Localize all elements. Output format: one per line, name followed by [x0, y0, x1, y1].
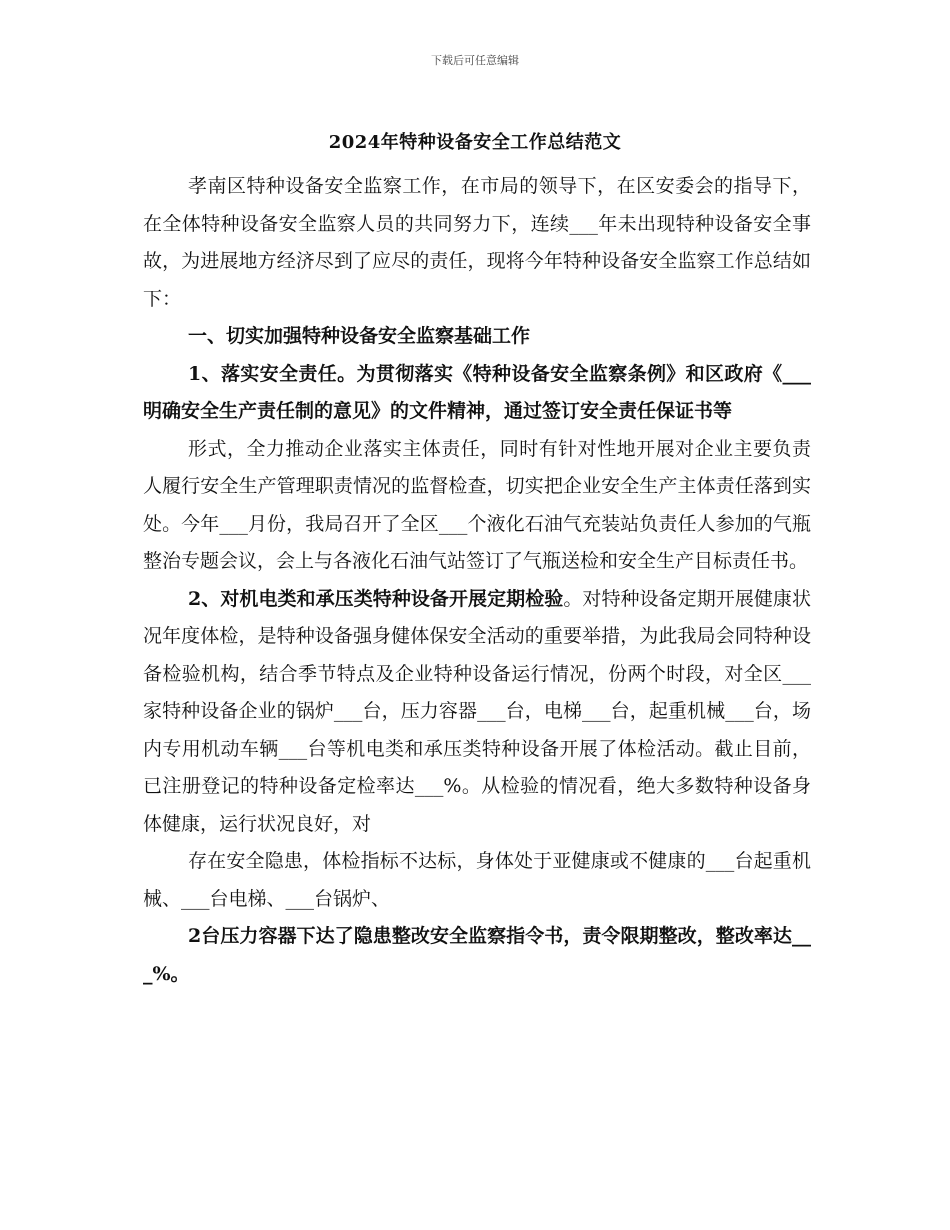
paragraph-responsibility: 1、落实安全责任。为贯彻落实《特种设备安全监察条例》和区政府《___明确安全生产责任制的意见》的文件精神，通过签订安全责任保证书等 — [143, 362, 811, 422]
paragraph-rectification: 2台压力容器下达了隐患整改安全监察指令书，责令限期整改，整改率达___%。 — [143, 925, 811, 985]
paragraph-inspection — [143, 581, 811, 844]
page-header-note: 下载后可任意编辑 — [431, 54, 519, 67]
paragraph-intro: 孝南区特种设备安全监察工作，在市局的领导下，在区安委会的指导下，在全体特种设备安全监察人员的共同努力下，连续___年未出现特种设备安全事故，为进展地方经济尽到了应尽的责任，现将今年特种设备安全监察工作总结如下： — [143, 175, 811, 310]
paragraph-responsibility-cont: 形式，全力推动企业落实主体责任，同时有针对性地开展对企业主要负责人履行安全生产管理职责情况的监督检查，切实把企业安全生产主体责任落到实处。今年___月份，我局召开了全区___个液化石油气充装站负责任人参加的气瓶整治专题会议，会上与各液化石油气站签订了气瓶送检和安全生产目标责任书。 — [143, 437, 811, 572]
paragraph-hazards: 存在安全隐患，体检指标不达标，身体处于亚健康或不健康的___台起重机械、___台电梯、___台锅炉、 — [143, 850, 811, 910]
document-body — [143, 168, 811, 993]
paragraph-inspection-lead: 2、对机电类和承压类特种设备开展定期检验 — [188, 587, 564, 610]
paragraph-inspection-text: 。对特种设备定期开展健康状况年度体检，是特种设备强身健体保安全活动的重要举措，为此我局会同特种设备检验机构，结合季节特点及企业特种设备运行情况，份两个时段，对全区___家特种设备企业的锅炉___台，压力容器___台，电梯___台，起重机械___台，场内专用机动车辆___台等机电类和承压类特种设备开展了体检活动。截止目前，已注册登记的特种设备定检率达___%。从检验的情况看，绝大多数特种设备身体健康，运行状况良好，对 — [143, 587, 811, 835]
section-heading-1: 一、切实加强特种设备安全监察基础工作 — [188, 325, 531, 347]
document-title: 2024年特种设备安全工作总结范文 — [328, 132, 622, 153]
